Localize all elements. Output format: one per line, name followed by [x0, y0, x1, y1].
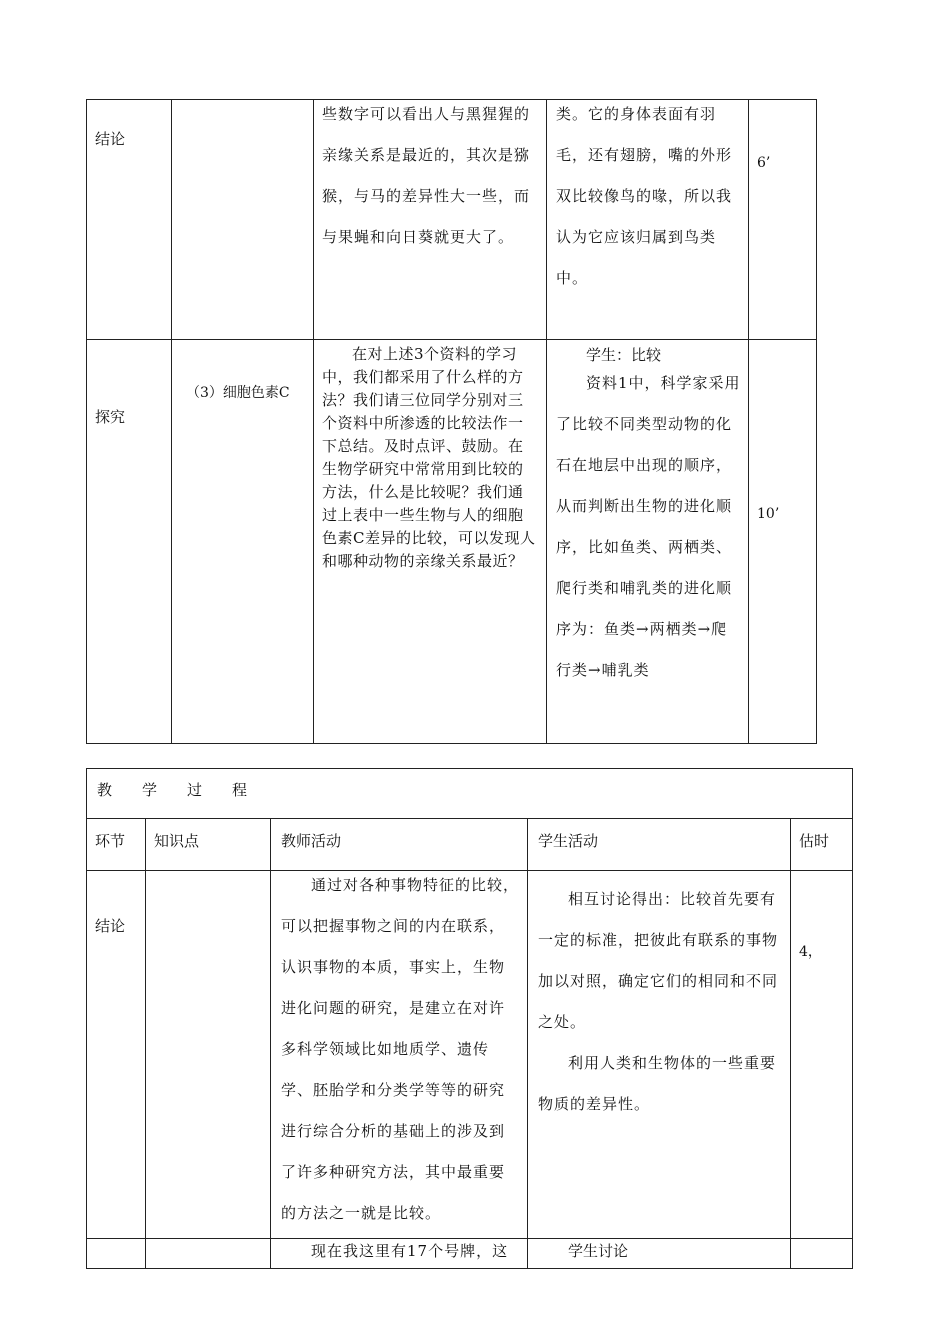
- header-cell: [271, 819, 528, 871]
- teacher-activity-cell: [271, 1239, 528, 1269]
- student-activity-text: 资料1中，科学家采用了比较不同类型动物的化石在地层中出现的顺序，从而判断出生物的进化顺序，比如鱼类、两栖类、爬行类和哺乳类的进化顺序为：鱼类→两栖类→爬行类→哺乳类: [556, 374, 741, 679]
- knowledge-point: （3）细胞色素C: [186, 385, 290, 401]
- knowledge-cell: [146, 1239, 271, 1269]
- student-activity-cell: [528, 871, 791, 1239]
- teacher-activity-text: 在对上述3个资料的学习中，我们都采用了什么样的方法？我们请三位同学分别对三个资料中所渗透的比较法作一下总结。及时点评、鼓励。在生物学研究中常常用到比较的方法，什么是比较呢？我们通过上表中一些生物与人的细胞色素C差异的比较，可以发现人和哪种动物的亲缘关系最近？: [322, 345, 536, 570]
- student-activity-cell: [547, 100, 749, 340]
- student-activity-cell: [528, 1239, 791, 1269]
- time-estimate: 4，: [799, 944, 822, 960]
- table-row: [87, 1239, 853, 1269]
- knowledge-cell: [172, 100, 314, 340]
- student-activity-text: 类。它的身体表面有羽毛，还有翅膀，嘴的外形双比较像鸟的喙，所以我认为它应该归属到鸟类中。: [556, 105, 733, 287]
- teacher-activity-cell: [271, 871, 528, 1239]
- header-teacher: 教师活动: [281, 832, 342, 850]
- teaching-process-table: [86, 768, 853, 1269]
- teacher-activity-text: 通过对各种事物特征的比较，可以把握事物之间的内在联系，认识事物的本质，事实上，生物进化问题的研究，是建立在对许多科学领域比如地质学、遗传学、胚胎学和分类学等等的研究进行综合分析的基础上的涉及到了许多种研究方法，其中最重要的方法之一就是比较。: [281, 876, 520, 1222]
- header-knowledge: 知识点: [154, 832, 200, 850]
- time-cell: [791, 871, 853, 1239]
- header-student: 学生活动: [538, 832, 599, 850]
- table-row: [87, 340, 817, 744]
- student-activity-text-2: 利用人类和生物体的一些重要物质的差异性。: [538, 1054, 777, 1113]
- teacher-activity-text: 现在我这里有17个号牌，这: [311, 1242, 509, 1260]
- teacher-activity-cell: [314, 340, 547, 744]
- header-section: 环节: [95, 832, 126, 850]
- lesson-table-top: [86, 99, 817, 744]
- header-cell: [528, 819, 791, 871]
- section-cell: [87, 1239, 146, 1269]
- student-activity-text: 学生讨论: [568, 1242, 629, 1260]
- student-activity-cell: [547, 340, 749, 744]
- header-cell: [146, 819, 271, 871]
- section-cell: [87, 100, 172, 340]
- teacher-activity-cell: [314, 100, 547, 340]
- time-estimate: 6’: [757, 155, 771, 171]
- teacher-activity-text: 些数字可以看出人与黑猩猩的亲缘关系是最近的，其次是猕猴，与马的差异性大一些，而与果蝇和向日葵就更大了。: [322, 105, 531, 246]
- student-activity-text: 相互讨论得出：比较首先要有一定的标准，把彼此有联系的事物加以对照，确定它们的相同和不同之处。: [538, 890, 779, 1031]
- section-cell: [87, 340, 172, 744]
- table-row: [87, 100, 817, 340]
- student-activity-lead: 学生：比较: [586, 346, 662, 364]
- header-row: [87, 819, 853, 871]
- time-cell: [791, 1239, 853, 1269]
- time-cell: [749, 340, 817, 744]
- section-label: 探究: [95, 408, 126, 426]
- section-label: 结论: [95, 130, 126, 148]
- section-cell: [87, 871, 146, 1239]
- knowledge-cell: [172, 340, 314, 744]
- header-time: 估时: [799, 832, 830, 850]
- table-title: 教 学 过 程: [97, 781, 248, 799]
- section-label: 结论: [95, 917, 126, 935]
- time-cell: [749, 100, 817, 340]
- time-estimate: 10’: [757, 506, 780, 522]
- title-row: [87, 769, 853, 819]
- knowledge-cell: [146, 871, 271, 1239]
- table-row: [87, 871, 853, 1239]
- header-cell: [791, 819, 853, 871]
- title-cell: [87, 769, 853, 819]
- header-cell: [87, 819, 146, 871]
